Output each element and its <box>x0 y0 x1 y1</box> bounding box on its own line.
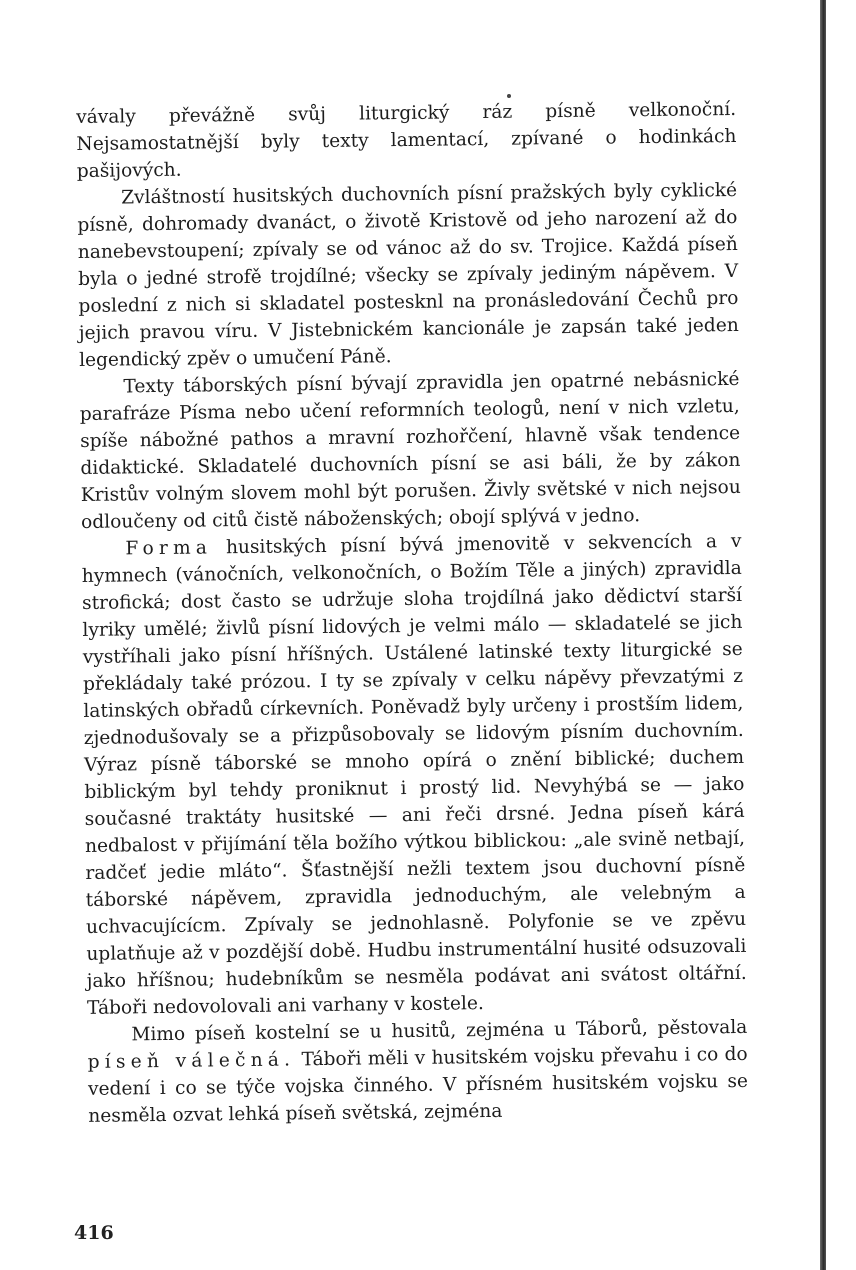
paragraph-text: Texty táborských písní bývají zpravidla jen opatrné nebásnické parafráze Písma nebo učení reformních teologů, není v nich vzletu, spíše nábožné pathos a mravní rozhořčení, hlavně však tendence didaktické. Skladatelé duchovních písní se asi báli, že by zákon Kristův volným slovem mohl být porušen. Živly světské v nich nejsou odloučeny od citů čistě náboženských; obojí splývá v jedno. <box>79 368 741 533</box>
spaced-term: Forma <box>125 537 213 560</box>
paragraph-text: Zvláštností husitských duchovních písní pražských byly cyklické písně, dohromady dvanáct, o životě Kristově od jeho narození až do nanebevstoupení; zpívaly se od vánoc až do sv. Trojice. Každá píseň byla o jedné strofě trojdílné; všecky se zpívaly jediným nápěvem. V poslední z nich si skladatel postesknl na pronásledování Čechů pro jejich pravou víru. V Jistebnickém kancionále je zapsán také jeden legendický zpěv o umučení Páně. <box>77 179 739 371</box>
body-text <box>76 96 748 1130</box>
page-number: 416 <box>74 1222 114 1244</box>
paragraph-text: Mimo píseň kostelní se u husitů, zejména u Táborů, pěstovala <box>131 1016 748 1046</box>
paragraph <box>77 177 739 374</box>
print-speck <box>507 94 511 98</box>
binding-edge <box>820 0 826 1270</box>
spaced-term: píseň válečná. <box>87 1049 296 1073</box>
paragraph <box>79 366 741 536</box>
paragraph <box>81 528 747 1022</box>
paragraph <box>87 1014 748 1130</box>
paragraph-text: husitských písní bývá jmenovitě v sekvencích a v hymnech (vánočních, velkonočních, o Božím Těle a jiných) zpravidla strofická; dost často se udržuje sloha trojdílná jako dědictví starší lyriky umělé; živlů písní lidových je velmi málo — skladatelé se jich vystříhali jako písní hříšných. Ustálené latinské texty liturgické se překládaly také prózou. I ty se zpívaly v celku nápěvy převzatými z latinských obřadů církevních. Poněvadž byly určeny i prostším lidem, zjednodušovaly se a přizpůsobovaly se lidovým písním duchovním. Výraz písně táborské se mnoho opírá o znění biblické; duchem biblickým byl tehdy proniknut i prostý lid. Nevyhýbá se — jako současné traktáty husitské — ani řeči drsné. Jedna píseň kárá nedbalost v přijímání těla božího výtkou biblickou: „ale svině netbají, radčeť jedie mláto“. Šťastnější nežli textem jsou duchovní písně táborské nápěvem, zpravidla jednoduchým, ale velebným a uchvacujícícm. Zpívaly se jednohlasně. Polyfonie se ve zpěvu uplatňuje až v pozdější době. Hudbu instrumentální husité odsuzovali jako hříšnou; hudebníkům se nesměla podávat ani svátost oltářní. Táboři nedovolovali ani varhany v kostele. <box>81 530 747 1019</box>
paragraph-text: Táboři měli v husitském vojsku převahu i co do vedení i co se týče vojska činného. V přísném husitském vojsku se nesměla ozvat lehká píseň světská, zejména <box>87 1043 749 1127</box>
paragraph <box>76 96 737 185</box>
paragraph-text: vávaly převážně svůj liturgický ráz písně velkonoční. Nejsamostatnější byly texty lamentací, zpívané o hodinkách pašijových. <box>76 98 737 182</box>
